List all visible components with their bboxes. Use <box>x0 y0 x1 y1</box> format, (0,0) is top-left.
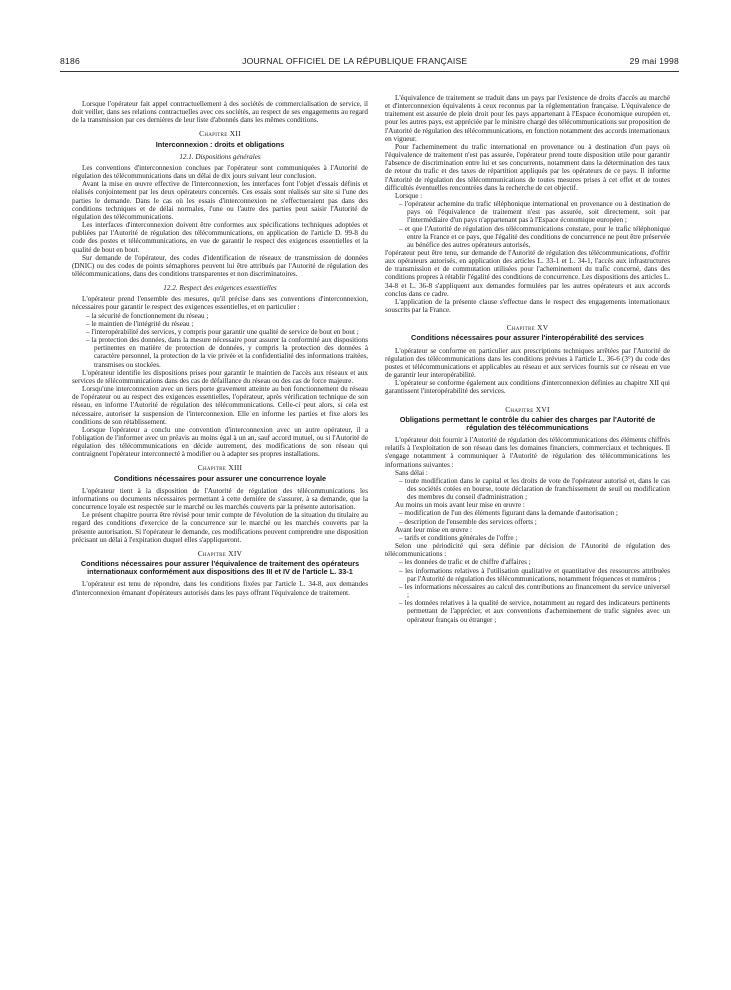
chapter-label: Chapitre XIII <box>197 463 243 473</box>
chapter-label: Chapitre XII <box>199 129 241 139</box>
paragraph: Avant la mise en œuvre effective de l'interconnexion, les interfaces font l'objet d'essais définis et réalisés conjointement par les deux opérateurs concernés. Ces essais sont réalisés sur site si l'une des parties le demande. Dans le cas où les essais d'interconnexion ne s'effectueraient pas dans des conditions techniques et de délai normales, l'une ou l'autre des parties peut saisir l'Autorité de régulation des télécommunications. <box>72 180 368 221</box>
list-item: – description de l'ensemble des services offerts ; <box>399 518 670 526</box>
paragraph: Lorsque : <box>395 191 423 200</box>
right-column <box>385 94 670 624</box>
chapter-title: Conditions nécessaires pour assurer l'équivalence de traitement des opérateurs internationaux conformément aux dispositions des III et IV de l'article L. 33-1 <box>80 559 360 577</box>
paragraph: L'opérateur se conforme en particulier aux prescriptions techniques arrêtées par l'Autorité de régulation des télécommunications dans les conditions prévues à l'article L. 36-6 (3°) du code des postes et télécommunications et applicables au réseau et aux services fournis sur ce réseau en vue de garantir leur interopérabilité. <box>385 346 670 380</box>
page-header <box>60 52 679 70</box>
paragraph: Lorsque l'opérateur a conclu une convention d'interconnexion avec un autre opérateur, il a l'obligation de l'informer avec un préavis au moins égal à un an, sauf accord mutuel, ou si l'Autorité de régulation des télécommunications en décide autrement, des modifications de son réseau qui contraignent l'opérateur interconnecté à modifier ou à adapter ses propres installations. <box>72 425 368 459</box>
list-item: – les données de trafic et de chiffre d'affaires ; <box>399 558 670 566</box>
bullet-list <box>385 200 670 249</box>
header-rule <box>60 71 679 72</box>
paragraph: Sans délai : <box>395 468 428 477</box>
paragraph: Le présent chapitre pourra être révisé pour tenir compte de l'évolution de la situation du titulaire au regard des conditions d'exercice de la concurrence sur le marché ou les marchés couverts par la présente autorisation. Si l'opérateur le demande, ces modifications peuvent comprendre une disposition précisant un délai à l'expiration duquel elles s'appliqueront. <box>72 511 368 544</box>
paragraph: Avant leur mise en œuvre : <box>395 525 473 534</box>
paragraph: Pour l'acheminement du trafic international en provenance ou à destination d'un pays où l'équivalence de traitement n'est pas assurée, l'opérateur prend toute disposition utile pour garantir l'absence de discrimination entre lui et ses concurrents, notamment dans la détermination des taux de retour du trafic et des taxes de répartition appliqués par les opérateurs de ce pays. Il informe l'Autorité de régulation des télécommunications de toutes mesures prises à cet effet et de toutes difficultés éventuelles rencontrées dans la recherche de cet objectif. <box>385 142 670 192</box>
bullet-list <box>72 312 368 369</box>
paragraph: L'opérateur tient à la disposition de l'Autorité de régulation des télécommunications les informations ou documents nécessaires permettant à cette dernière de s'assurer, à sa demande, que la concurrence loyale est respectée sur le marché ou les marchés couverts par la présente autorisation. <box>72 486 368 512</box>
section-title: 12.2. Respect des exigences essentielles <box>163 284 277 293</box>
paragraph: L'opérateur identifie les dispositions prises pour garantir le maintien de l'accès aux réseaux et aux services de télécommunications dans des cas de défaillance du réseau ou des cas de force majeure. <box>72 368 368 385</box>
bullet-list <box>385 477 670 501</box>
chapter-title: Conditions nécessaires pour assurer une concurrence loyale <box>113 473 327 483</box>
paragraph: Au moins un mois avant leur mise en œuvre : <box>395 501 525 510</box>
bullet-list <box>385 558 670 623</box>
page-number: 8186 <box>60 56 80 66</box>
list-item: – la protection des données, dans la mesure nécessaire pour assurer la conformité aux dispositions pertinentes en matière de protection de données, y compris la protection des données à caractère personnel, la protection de la vie privée et la confidentialité des informations traitées, transmises ou stockées. <box>86 336 368 369</box>
list-item: – tarifs et conditions générales de l'offre ; <box>399 534 670 542</box>
paragraph: L'équivalence de traitement se traduit dans un pays par l'existence de droits d'accès au marché et d'interconnexion équivalents à ceux reconnus par la réglementation française. L'équivalence de traitement est assurée de plein droit pour les pays appartenant à l'Espace économique européen et, pour les autres pays, est appréciée par le ministre chargé des télécommunications sur proposition de l'Autorité de régulation des télécommunications, en fonction notamment des accords internationaux en vigueur. <box>385 94 670 143</box>
paragraph: L'opérateur se conforme également aux conditions d'interconnexion définies au chapitre XII qui garantissent l'interopérabilité des services. <box>385 379 670 396</box>
paragraph: L'opérateur est tenu de répondre, dans les conditions fixées par l'article L. 34-8, aux demandes d'interconnexion émanant d'opérateurs autorisés dans les pays offrant l'équivalence de traitement. <box>72 580 368 597</box>
issue-date: 29 mai 1998 <box>629 56 679 66</box>
chapter-label: Chapitre XIV <box>197 548 243 558</box>
chapter-title: Conditions nécessaires pour assurer l'interopérabilité des services <box>411 333 644 343</box>
list-item: – les données relatives à la qualité de service, notamment au regard des indicateurs pertinents permettant de l'apprécier, et aux conventions d'acheminement de trafic signées avec un opérateur français ou étranger ; <box>399 599 670 623</box>
left-column <box>72 100 368 597</box>
paragraph: L'application de la présente clause s'effectue dans le respect des engagements internationaux souscrits par la France. <box>385 297 670 315</box>
list-item: – les informations relatives à l'utilisation qualitative et quantitative des ressources attribuées par l'Autorité de régulation des télécommunications, notamment fréquences et numéros ; <box>399 567 670 583</box>
list-item: – le maintien de l'intégrité du réseau ; <box>86 320 368 328</box>
paragraph: L'opérateur prend l'ensemble des mesures, qu'il précise dans ses conventions d'interconnexion, nécessaires pour garantir le respect des exigences essentielles, et en particulier : <box>72 295 368 312</box>
list-item: – toute modification dans le capital et les droits de vote de l'opérateur autorisé et, dans le cas des sociétés cotées en bourse, toute déclaration de franchissement de seuil ou modification des membres du conseil d'administration ; <box>399 477 670 501</box>
list-item: – l'opérateur achemine du trafic téléphonique international en provenance ou à destination de pays où l'équivalence de traitement n'est pas assurée, soit directement, soit par l'intermédiaire d'un pays n'appartenant pas à l'Espace économique européen ; <box>399 200 670 224</box>
journal-title: JOURNAL OFFICIEL DE LA RÉPUBLIQUE FRANÇAISE <box>242 56 468 66</box>
list-item: – modification de l'un des éléments figurant dans la demande d'autorisation ; <box>399 509 670 517</box>
paragraph: L'opérateur doit fournir à l'Autorité de régulation des télécommunications des éléments chiffrés relatifs à l'exploitation de son réseau dans les domaines financiers, commerciaux et techniques. Il s'engage notamment à communiquer à l'Autorité de régulation des télécommunications les informations suivantes : <box>385 436 670 469</box>
paragraph: Lorsqu'une interconnexion avec un tiers porte gravement atteinte au bon fonctionnement du réseau de l'opérateur ou au respect des exigences essentielles, l'opérateur, après vérification technique de son réseau, en informe l'Autorité de régulation des télécommunications. Celle-ci peut alors, si cela est nécessaire, autoriser la suspension de l'interconnexion. Elle en informe les parties et fixe alors les conditions de son rétablissement. <box>72 385 368 426</box>
bullet-list <box>385 534 670 542</box>
section-title: 12.1. Dispositions générales <box>179 152 261 161</box>
paragraph: Selon une périodicité qui sera définie par décision de l'Autorité de régulation des télécommunications : <box>385 542 670 559</box>
list-item: – les informations nécessaires au calcul des contributions au financement du service universel ; <box>399 583 670 599</box>
paragraph: Les conventions d'interconnexion conclues par l'opérateur sont communiquées à l'Autorité de régulation des télécommunications dans un délai de dix jours suivant leur conclusion. <box>72 163 368 181</box>
paragraph: Lorsque l'opérateur fait appel contractuellement à des sociétés de commercialisation de service, il doit veiller, dans ses relations contractuelles avec ces sociétés, au respect de ses engagements au regard de la transmission par ces dernières de leur liste d'abonnés dans les mêmes conditions. <box>72 100 368 125</box>
list-item: – l'interopérabilité des services, y compris pour garantir une qualité de service de bout en bout ; <box>86 328 368 336</box>
list-item: – et que l'Autorité de régulation des télécommunications constate, pour le trafic téléphonique entre la France et ce pays, que l'égalité des conditions de concurrence ne peut être préservée au bénéfice des autres opérateurs autorisés, <box>399 225 670 249</box>
chapter-label: Chapitre XV <box>506 323 549 333</box>
chapter-label: Chapitre XVI <box>505 404 550 414</box>
bullet-list <box>385 509 670 525</box>
chapter-title: Obligations permettant le contrôle du cahier des charges par l'Autorité de régulation des télécommunications <box>399 414 656 432</box>
chapter-title: Interconnexion : droits et obligations <box>155 139 285 149</box>
paragraph: Les interfaces d'interconnexion doivent être conformes aux spécifications techniques adoptées et publiées par l'Autorité de régulation des télécommunications, en application de l'article D. 99-8 du code des postes et télécommunications, en vue de garantir le respect des exigences essentielles et la qualité de bout en bout. <box>72 221 368 254</box>
list-item: – la sécurité de fonctionnement du réseau ; <box>86 312 368 320</box>
paragraph: Sur demande de l'opérateur, des codes d'identification de réseaux de transmission de données (DNIC) ou des codes de points sémaphores peuvent lui être attribués par l'Autorité de régulation des télécommunications, dans des conditions transparentes et non discriminatoires. <box>72 253 368 279</box>
paragraph: l'opérateur peut être tenu, sur demande de l'Autorité de régulation des télécommunications, d'offrir aux opérateurs autorisés, en application des articles L. 33-1 et L. 34-1, l'accès aux infrastructures de transmission et de commutation utilisées pour l'acheminement du trafic concerné, dans des conditions propres à rétablir l'égalité des conditions de concurrence. Les dispositions des articles L. 34-8 et L. 36-8 s'appliquent aux demandes formulées par les autres opérateurs et aux accords conclus dans ce cadre. <box>385 248 670 298</box>
